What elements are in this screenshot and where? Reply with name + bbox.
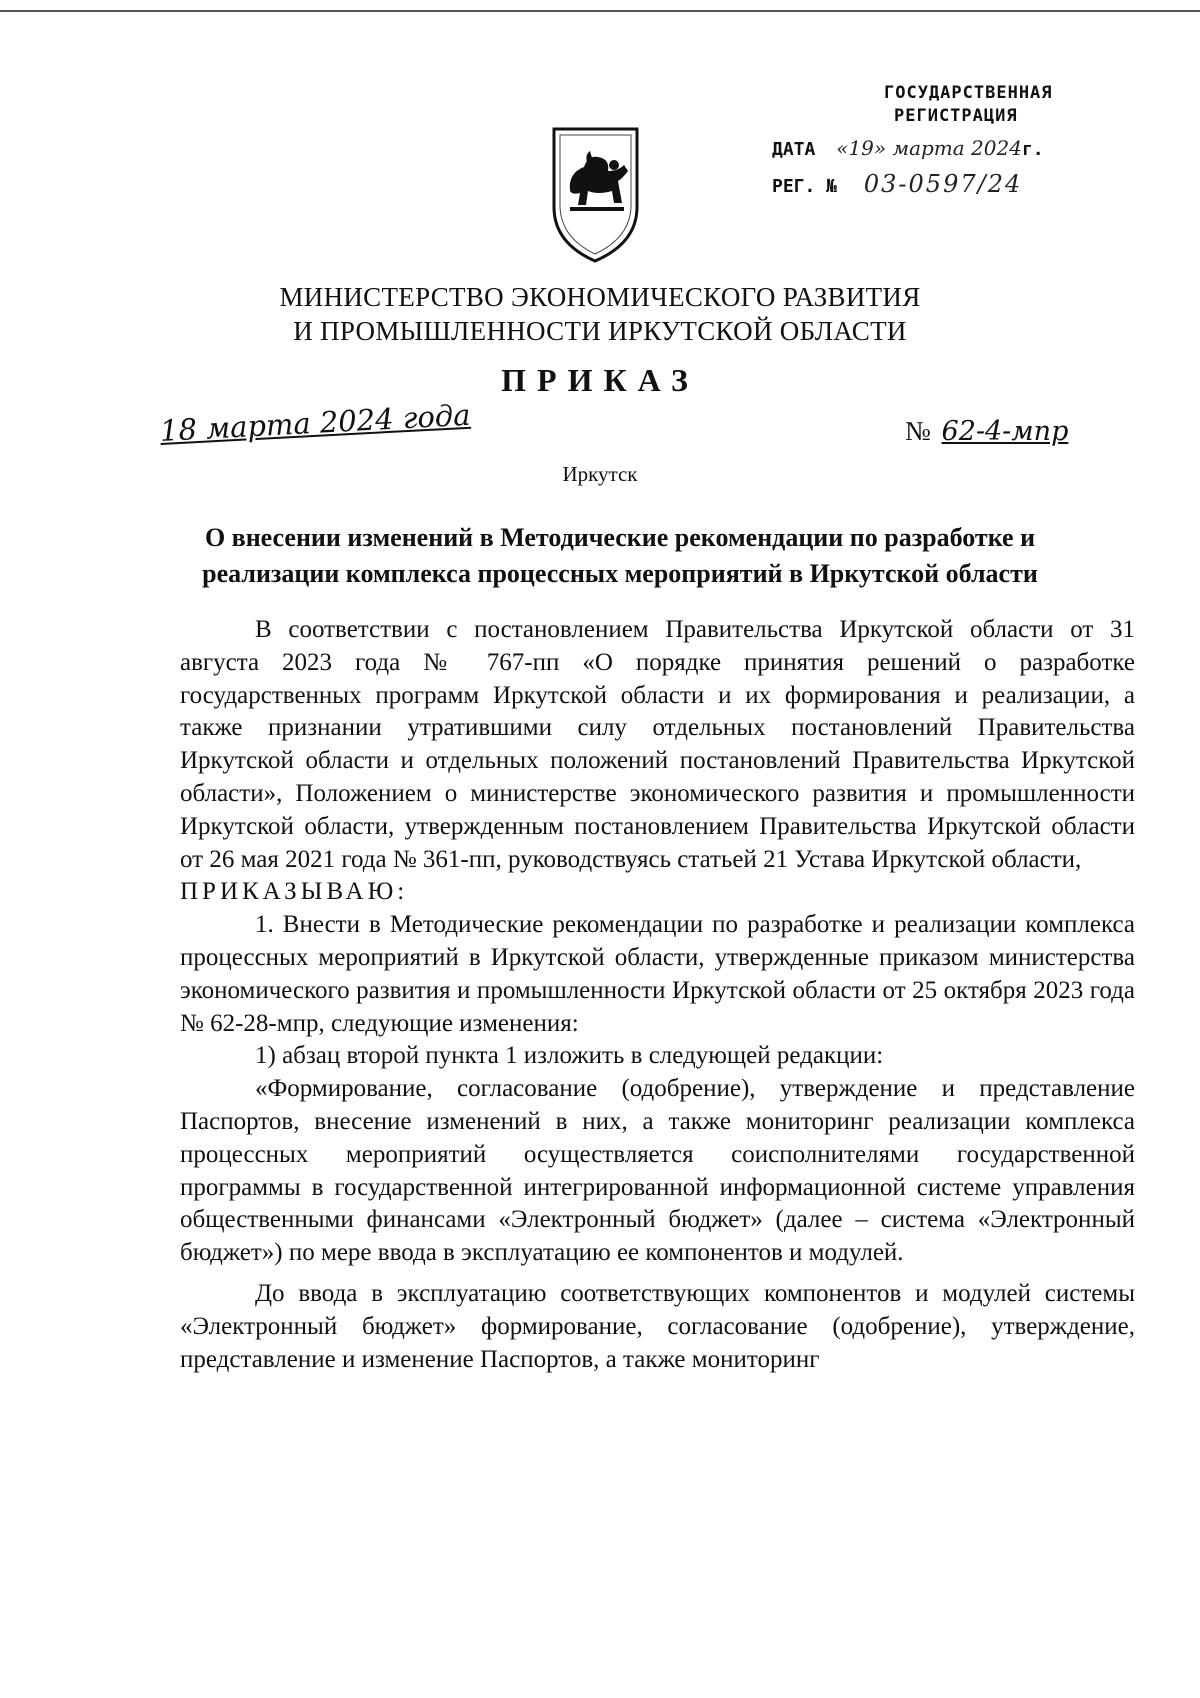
body-paragraph-subitem-1: 1) абзац второй пункта 1 изложить в следующей редакции: [255,1042,884,1070]
document-type-title: ПРИКАЗ [501,362,699,398]
stamp-date-label: ДАТА [772,139,816,160]
order-date-handwritten: 18 марта 2024 года [159,397,472,448]
order-number-prefix: № [905,416,931,446]
stamp-reg-label: РЕГ. № [772,176,838,197]
document-body [180,614,1135,1376]
ministry-name [0,280,1200,348]
order-number-handwritten: 62-4-мпр [941,416,1069,447]
stamp-title: ГОСУДАРСТВЕННАЯ [884,83,1053,103]
irkutsk-coat-of-arms-icon [548,125,643,265]
body-paragraph-continuation: До ввода в эксплуатацию соответствующих компонентов и модулей системы «Электронный бюджет» формирование, согласование (одобрение), утверждение, представление и изменение Паспортов, а также мониторинг [180,1279,1135,1373]
state-registration-stamp [772,82,1122,201]
stamp-date-value: «19» марта 2024 [836,136,1022,160]
body-order-word: ПРИКАЗЫВАЮ: [180,878,409,906]
ministry-line-1: МИНИСТЕРСТВО ЭКОНОМИЧЕСКОГО РАЗВИТИЯ [279,282,921,312]
body-paragraph-preamble: В соответствии с постановлением Правительства Иркутской области от 31 августа 2023 года № 767-пп «О порядке принятия решений о разработке государственных программ Иркутской области и их формирования и реализации, а также признании утратившими силу отдельных постановлений Правительства Иркутской области и отдельных положений постановлений Правительства Иркутской области», Положением о министерстве экономического развития и промышленности Иркутской области, утвержденным постановлением Правительства Иркутской области от 26 мая 2021 года № 361-пп, руководствуясь статьей 21 Устава Иркутской области, [180,616,1135,873]
stamp-date-suffix: г. [1021,139,1044,160]
subject-line-1: О внесении изменений в Методические рекомендации по разработке и [204,523,1036,552]
city-name: Иркутск [562,462,638,486]
document-subject [170,520,1070,592]
page-top-edge [0,10,1200,12]
ministry-line-2: И ПРОМЫШЛЕННОСТИ ИРКУТСКОЙ ОБЛАСТИ [293,316,907,346]
stamp-reg-value: 03-0597/24 [863,170,1023,198]
stamp-reg-row [772,170,1122,201]
subject-line-2: реализации комплекса процессных мероприятий в Иркутской области [202,559,1038,588]
order-number [905,416,1068,447]
stamp-subtitle: РЕГИСТРАЦИЯ [894,106,1018,126]
body-paragraph-item-1: 1. Внести в Методические рекомендации по разработке и реализации комплекса процессных мероприятий в Иркутской области, утвержденные приказом министерства экономического развития и промышленности Иркутской области от 25 октября 2023 года № 62-28-мпр, следующие изменения: [180,911,1135,1037]
body-paragraph-quote: «Формирование, согласование (одобрение), утверждение и представление Паспортов, внесение изменений в них, а также мониторинг реализации комплекса процессных мероприятий осуществляется соисполнителями государственной программы в государственной интегрированной информационной системе управления общественными финансами «Электронный бюджет» (далее – система «Электронный бюджет») по мере ввода в эксплуатацию ее компонентов и модулей. [180,1075,1135,1267]
stamp-date-row [772,134,1122,164]
